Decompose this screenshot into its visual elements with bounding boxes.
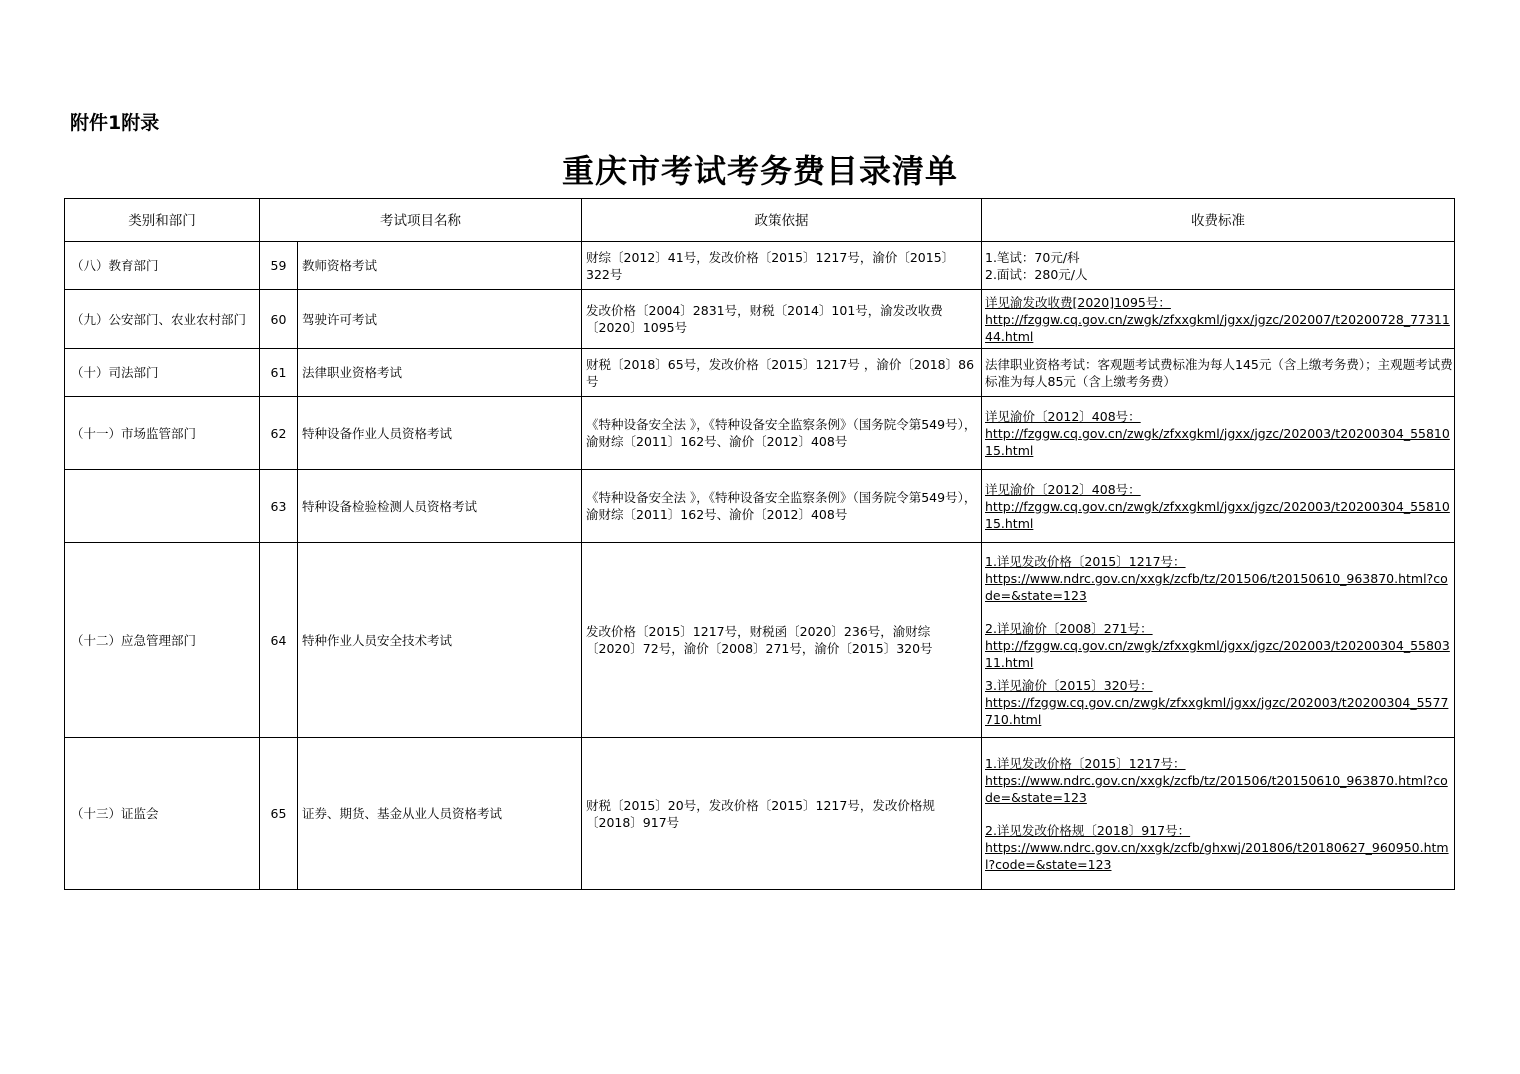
policy-cell: 财税〔2018〕65号，发改价格〔2015〕1217号 ，渝价〔2018〕86号 (582, 349, 982, 397)
exam-cell: 法律职业资格考试 (298, 349, 582, 397)
policy-cell: 财综〔2012〕41号，发改价格〔2015〕1217号，渝价〔2015〕322号 (582, 242, 982, 290)
exam-cell: 驾驶许可考试 (298, 290, 582, 349)
fee-url-link[interactable]: https://www.ndrc.gov.cn/xxgk/zcfb/tz/201506/t20150610_963870.html?code=&state=123 (985, 772, 1448, 805)
dept-cell: （十二）应急管理部门 (65, 543, 260, 738)
fee-reference-link[interactable]: 详见渝发改收费[2020]1095号： (985, 294, 1171, 310)
fee-cell (982, 543, 1455, 738)
table-row (65, 290, 1455, 349)
fee-url-link[interactable]: http://fzggw.cq.gov.cn/zwgk/zfxxgkml/jgxx/jgzc/202007/t20200728_7731144.html (985, 311, 1450, 344)
number-cell: 65 (260, 738, 298, 890)
policy-cell: 《特种设备安全法 》，《特种设备安全监察条例》（国务院令第549号），渝财综〔2011〕162号、渝价〔2012〕408号 (582, 397, 982, 470)
fee-cell (982, 470, 1455, 543)
dept-cell: （十三）证监会 (65, 738, 260, 890)
exam-cell: 教师资格考试 (298, 242, 582, 290)
table-row (65, 470, 1455, 543)
policy-cell: 发改价格〔2004〕2831号，财税〔2014〕101号，渝发改收费〔2020〕1095号 (582, 290, 982, 349)
fee-line: 1.笔试：70元/科 (985, 249, 1080, 265)
dept-cell (65, 470, 260, 543)
dept-cell: （九）公安部门、农业农村部门 (65, 290, 260, 349)
policy-cell: 发改价格〔2015〕1217号，财税函〔2020〕236号，渝财综〔2020〕72号，渝价〔2008〕271号，渝价〔2015〕320号 (582, 543, 982, 738)
spacer (985, 604, 1453, 620)
table-row (65, 397, 1455, 470)
number-cell: 63 (260, 470, 298, 543)
fee-reference-link[interactable]: 2.详见渝价〔2008〕271号： (985, 620, 1153, 636)
fee-url-link[interactable]: https://fzggw.cq.gov.cn/zwgk/zfxxgkml/jgxx/jgzc/202003/t20200304_5577710.html (985, 694, 1449, 727)
header-policy: 政策依据 (582, 199, 982, 242)
exam-cell: 特种作业人员安全技术考试 (298, 543, 582, 738)
table-row (65, 242, 1455, 290)
number-cell: 60 (260, 290, 298, 349)
fee-reference-link[interactable]: 1.详见发改价格〔2015〕1217号： (985, 553, 1186, 569)
fee-reference-link[interactable]: 1.详见发改价格〔2015〕1217号： (985, 755, 1186, 771)
policy-cell: 《特种设备安全法 》，《特种设备安全监察条例》（国务院令第549号），渝财综〔2011〕162号、渝价〔2012〕408号 (582, 470, 982, 543)
number-cell: 61 (260, 349, 298, 397)
fee-url-link[interactable]: http://fzggw.cq.gov.cn/zwgk/zfxxgkml/jgxx/jgzc/202003/t20200304_5581015.html (985, 425, 1450, 458)
attachment-label: 附件1附录 (70, 112, 160, 134)
fee-reference-link[interactable]: 3.详见渝价〔2015〕320号： (985, 677, 1153, 693)
fee-url-link[interactable]: http://fzggw.cq.gov.cn/zwgk/zfxxgkml/jgxx/jgzc/202003/t20200304_5581015.html (985, 498, 1450, 531)
fee-reference-link[interactable]: 2.详见发改价格规〔2018〕917号： (985, 822, 1191, 838)
fee-cell (982, 397, 1455, 470)
fee-url-link[interactable]: https://www.ndrc.gov.cn/xxgk/zcfb/tz/201506/t20150610_963870.html?code=&state=123 (985, 570, 1448, 603)
fee-url-link[interactable]: https://www.ndrc.gov.cn/xxgk/zcfb/ghxwj/201806/t20180627_960950.html?code=&state=123 (985, 839, 1449, 872)
table-row (65, 349, 1455, 397)
table-row (65, 543, 1455, 738)
dept-cell: （八）教育部门 (65, 242, 260, 290)
fee-line: 2.面试：280元/人 (985, 266, 1088, 282)
fee-url-link[interactable]: http://fzggw.cq.gov.cn/zwgk/zfxxgkml/jgxx/jgzc/202003/t20200304_5580311.html (985, 637, 1450, 670)
fee-cell (982, 738, 1455, 890)
spacer (985, 806, 1453, 822)
page-title: 重庆市考试考务费目录清单 (561, 152, 958, 190)
dept-cell: （十）司法部门 (65, 349, 260, 397)
header-category: 类别和部门 (65, 199, 260, 242)
number-cell: 64 (260, 543, 298, 738)
fee-catalog-table (64, 198, 1455, 890)
exam-cell: 特种设备作业人员资格考试 (298, 397, 582, 470)
policy-cell: 财税〔2015〕20号，发改价格〔2015〕1217号，发改价格规〔2018〕917号 (582, 738, 982, 890)
number-cell: 59 (260, 242, 298, 290)
fee-reference-link[interactable]: 详见渝价〔2012〕408号： (985, 481, 1141, 497)
exam-cell: 特种设备检验检测人员资格考试 (298, 470, 582, 543)
fee-cell (982, 290, 1455, 349)
exam-cell: 证券、期货、基金从业人员资格考试 (298, 738, 582, 890)
header-exam: 考试项目名称 (260, 199, 582, 242)
fee-line: 法律职业资格考试：客观题考试费标准为每人145元（含上缴考务费）；主观题考试费标准为每人85元（含上缴考务费） (985, 356, 1453, 389)
header-fee: 收费标准 (982, 199, 1455, 242)
fee-reference-link[interactable]: 详见渝价〔2012〕408号： (985, 408, 1141, 424)
fee-cell (982, 242, 1455, 290)
number-cell: 62 (260, 397, 298, 470)
header-row (65, 199, 1455, 242)
table-row (65, 738, 1455, 890)
fee-cell (982, 349, 1455, 397)
dept-cell: （十一）市场监管部门 (65, 397, 260, 470)
